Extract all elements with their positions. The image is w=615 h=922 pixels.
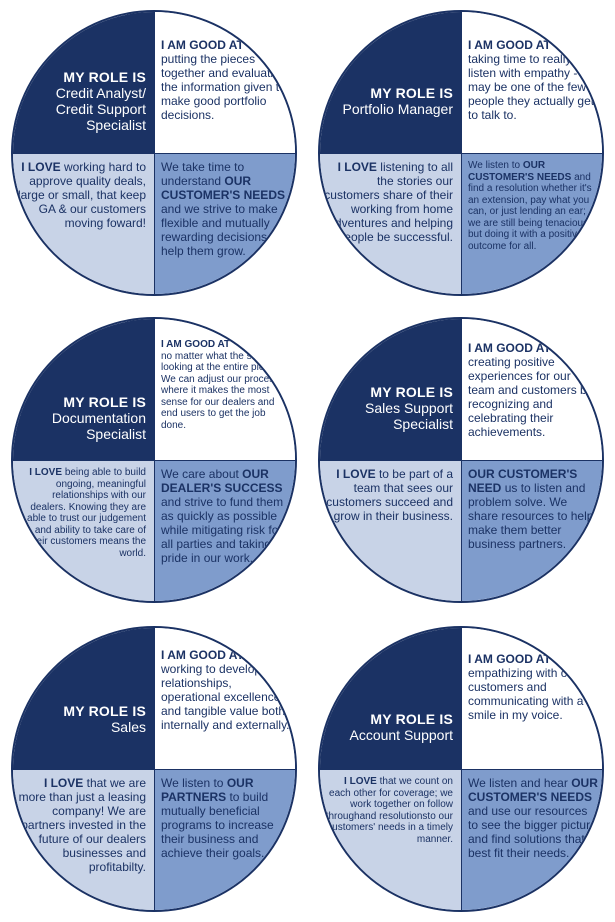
role-title: Sales Support Specialist [365, 400, 453, 432]
role-quadrant [13, 628, 154, 769]
my-role-label: MY ROLE IS [370, 85, 453, 101]
commitment-post: us to listen and problem solve. We share resources to help make them better business partners. [468, 481, 594, 551]
love-quadrant [13, 460, 154, 601]
love-label: I LOVE [337, 160, 377, 174]
love-text: that we are more than just a leasing company! We are partners invested in the future of our dealers businesses and profitabilty. [18, 776, 146, 874]
love-quadrant [320, 153, 461, 294]
commitment-pre: We care about [161, 467, 239, 481]
love-quadrant [13, 153, 154, 294]
role-card-sales-support-specialist [318, 317, 604, 603]
good-at-label: I AM GOOD AT [468, 652, 551, 666]
commitment-emphasis: OUR DEALER'S SUCCESS [161, 467, 283, 495]
role-title: Documentation Specialist [51, 410, 146, 442]
love-label: I LOVE [21, 160, 61, 174]
role-title: Account Support [349, 727, 453, 743]
commitment-post: to build mutually beneficial programs to increase their business and achieve their goals. [161, 790, 274, 860]
commitment-post: and use our resources to see the bigger picture and find solutions that best fit their needs. [468, 804, 597, 860]
good-at-text: empathizing with our customers and communicating with a smile in my voice. [468, 666, 584, 722]
commitment-post: and strive to fund them as quickly as possible while mitigating risk for all parties and taking pride in our work. [161, 495, 284, 565]
role-title: Credit Analyst/ Credit Support Specialist [55, 85, 146, 133]
role-quadrant [13, 319, 154, 460]
good-at-quadrant [461, 12, 602, 153]
love-text: to be part of a team that sees our customers succeed and grow in their business. [326, 467, 453, 523]
good-at-label: I AM GOOD AT [468, 38, 551, 52]
good-at-label: I AM GOOD AT [161, 648, 244, 662]
love-text: being able to build ongoing, meaningful relationships with our dealers. Knowing they are able to trust our judgement and ability to take care of their customers means the world. [27, 467, 146, 559]
commitment-emphasis: OUR CUSTOMER'S NEEDS [468, 160, 572, 183]
love-quadrant [320, 460, 461, 601]
role-card-documentation-specialist [11, 317, 297, 603]
role-title: Portfolio Manager [342, 101, 453, 117]
role-title: Sales [110, 719, 146, 735]
role-quadrant [320, 628, 461, 769]
good-at-text: taking time to really listen with empathy - we may be one of the few people they actually get to talk to. [468, 52, 597, 122]
my-role-label: MY ROLE IS [63, 703, 146, 719]
role-quadrant [320, 12, 461, 153]
role-card-account-support [318, 626, 604, 912]
commitment-quadrant [461, 769, 602, 910]
love-label: I LOVE [29, 467, 63, 478]
love-text: working hard to approve quality deals, large or small, that keep GA & our customers moving foward! [17, 160, 146, 230]
love-label: I LOVE [344, 776, 377, 787]
commitment-emphasis: OUR CUSTOMER'S NEEDS [161, 174, 285, 202]
commitment-pre: We listen and hear [468, 776, 568, 790]
love-quadrant [13, 769, 154, 910]
role-card-credit-analyst [11, 10, 297, 296]
commitment-pre: We take time to understand [161, 160, 245, 188]
my-role-label: MY ROLE IS [63, 69, 146, 85]
commitment-emphasis: OUR PARTNERS [161, 776, 254, 804]
good-at-label: I AM GOOD AT [161, 339, 231, 350]
commitment-emphasis: OUR CUSTOMER'S NEEDS [468, 776, 598, 804]
good-at-label: I AM GOOD AT [468, 341, 551, 355]
love-text: that we count on each other for coverage; we work together on follow throughand resolutionsto our customers' needs in a timely manner. [325, 776, 453, 845]
role-quadrant [320, 319, 461, 460]
good-at-quadrant [461, 628, 602, 769]
good-at-quadrant [461, 319, 602, 460]
commitment-post: and we strive to make flexible and mutually rewarding decisions to help them grow. [161, 202, 281, 258]
good-at-text: creating positive experiences for our team and customers by recognizing and celebrating their achievements. [468, 355, 593, 439]
my-role-label: MY ROLE IS [370, 711, 453, 727]
love-label: I LOVE [336, 467, 376, 481]
good-at-quadrant [154, 319, 295, 460]
good-at-quadrant [154, 628, 295, 769]
good-at-quadrant [154, 12, 295, 153]
commitment-quadrant [154, 460, 295, 601]
role-card-sales [11, 626, 297, 912]
good-at-text: putting the pieces together and evaluating the information given to make good portfolio decisions. [161, 52, 287, 122]
my-role-label: MY ROLE IS [63, 394, 146, 410]
commitment-quadrant [461, 153, 602, 294]
commitment-pre: We listen to [161, 776, 224, 790]
love-quadrant [320, 769, 461, 910]
commitment-pre: We listen to [468, 160, 521, 171]
good-at-label: I AM GOOD AT [161, 38, 244, 52]
commitment-quadrant [154, 153, 295, 294]
my-role-label: MY ROLE IS [370, 384, 453, 400]
commitment-emphasis: OUR CUSTOMER'S NEED [468, 467, 578, 495]
role-card-portfolio-manager [318, 10, 604, 296]
love-label: I LOVE [43, 776, 84, 790]
love-text: listening to all the stories our customers share of their working from home adventures and helping people be successful. [324, 160, 453, 244]
good-at-text: no matter what the situation, looking at the entire picture. We can adjust our process where it makes the most sense for our dealers and end users to get the job done. [161, 350, 287, 431]
good-at-text: working to develop relationships, operational excellence, and tangible value both internally and externally. [161, 662, 290, 732]
commitment-post: and find a resolution whether it's an extension, pay what you can, or just lending an ear; we are still being tenacious but doing it with a positive outcome for all. [468, 171, 592, 252]
commitment-quadrant [154, 769, 295, 910]
commitment-quadrant [461, 460, 602, 601]
role-quadrant [13, 12, 154, 153]
